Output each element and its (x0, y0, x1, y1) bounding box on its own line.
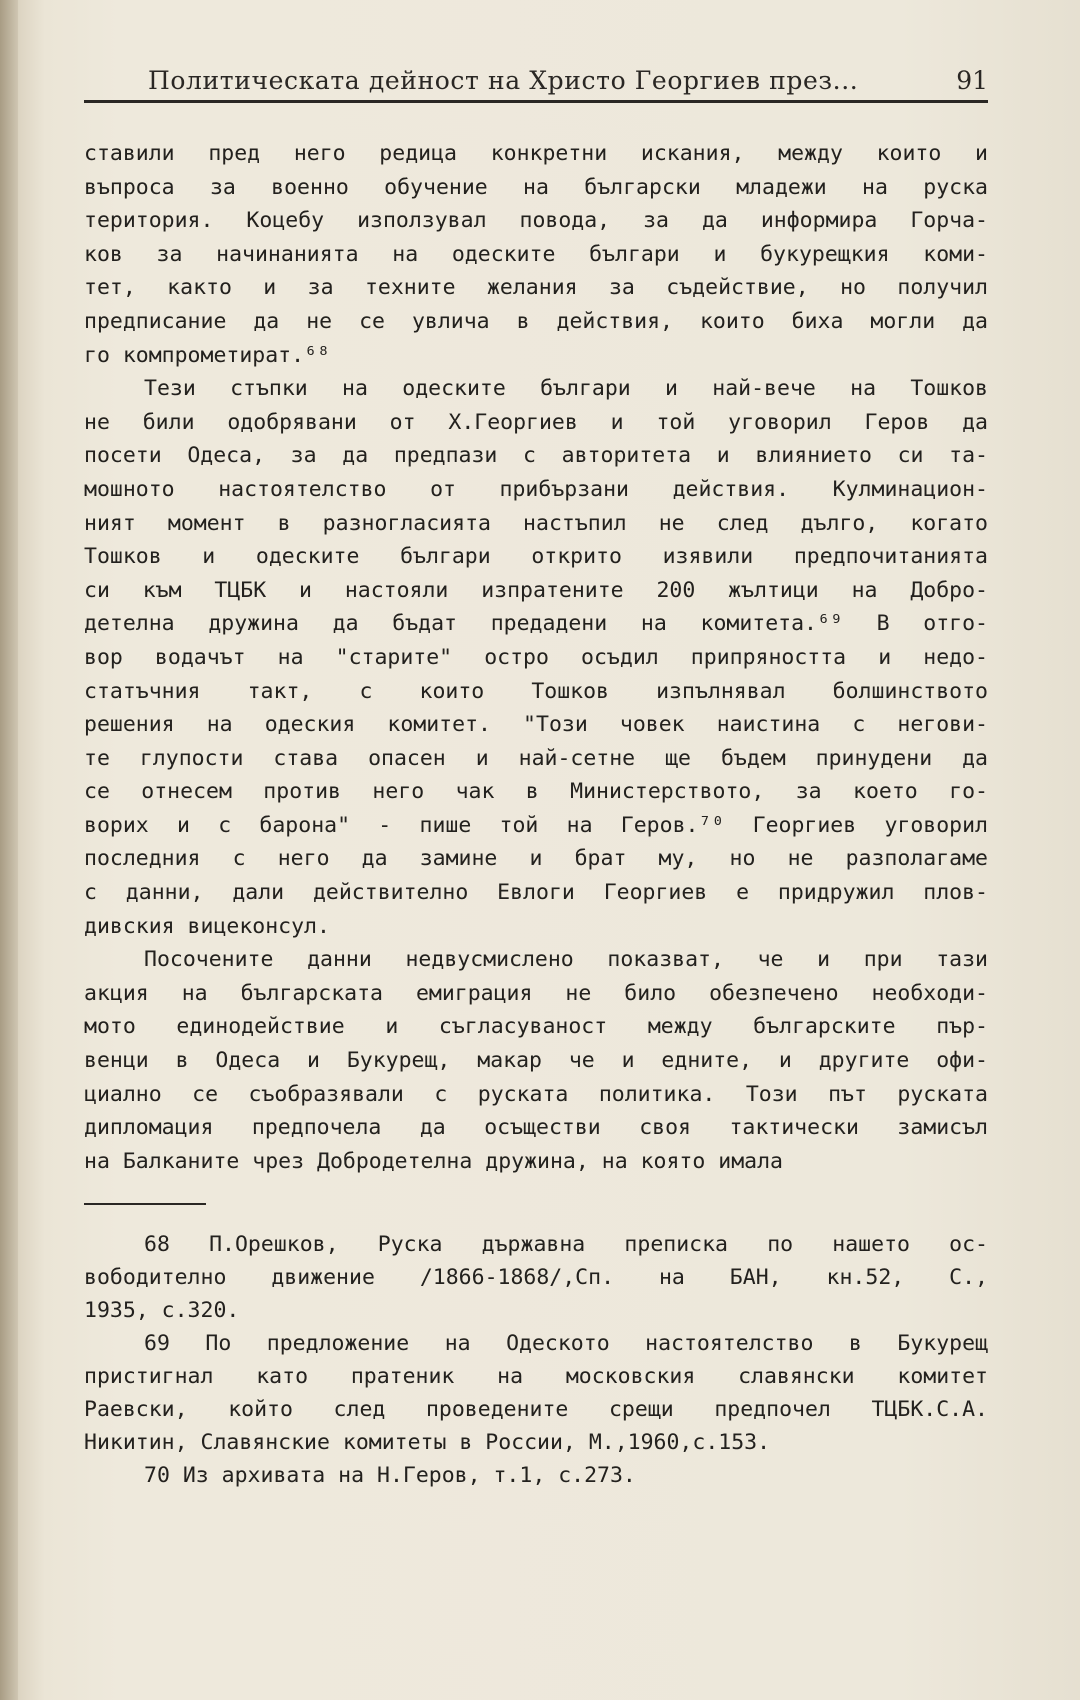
body-line: дивския вицеконсул. (84, 913, 330, 939)
body-line: ставили пред него редица конкретни искания, между които и (84, 141, 988, 166)
body-line: го компрометират.⁶⁸ (84, 342, 330, 368)
body-line: тет, както и за техните желания за съдействие, но получил (84, 275, 988, 301)
body-line: си към ТЦБК и настояли изпратените 200 жълтици на Добро- (84, 577, 988, 603)
footnote-line: Раевски, който след проведените срещи предпочел ТЦБК.С.А. (84, 1397, 988, 1422)
footnotes (84, 1228, 988, 1492)
body-text (84, 137, 988, 1178)
body-line: Тези стъпки на одеските българи и най-вече на Тошков (144, 376, 988, 402)
body-line: мото единодействие и съгласуваност между българските пър- (84, 1014, 988, 1040)
body-line: ворих и с барона" - пише той на Геров.⁷⁰ Георгиев уговорил (84, 812, 988, 838)
body-line: предписание да не се увлича в действия, които биха могли да (84, 308, 988, 334)
body-line: решения на одеския комитет. "Този човек наистина с негови- (84, 712, 988, 738)
body-line: посети Одеса, за да предпази с авторитета и влиянието си та- (84, 443, 988, 469)
body-line: детелна дружина да бъдат предадени на комитета.⁶⁹ В отго- (84, 611, 988, 637)
footnote-line: 1935, с.320. (84, 1298, 240, 1323)
body-line: последния с него да замине и брат му, но не разполагаме (84, 846, 988, 872)
body-line: акция на българската емиграция не било обезпечено необходи- (84, 980, 988, 1006)
running-title: Политическата дейност на Христо Георгиев през... (148, 66, 859, 95)
body-line: ният момент в разногласията настъпил не след дълго, когато (84, 510, 988, 536)
footnote-line: пристигнал като пратеник на московския славянски комитет (84, 1364, 988, 1389)
body-line: венци в Одеса и Букурещ, макар че и едните, и другите офи- (84, 1048, 988, 1074)
body-line: ков за начинанията на одеските българи и букурещкия коми- (84, 241, 988, 267)
footnote-line: 68 П.Орешков, Руска държавна преписка по нашето ос- (144, 1232, 988, 1257)
body-line: вор водачът на "старите" остро осъдил припряността и недо- (84, 644, 988, 670)
body-line: въпроса за военно обучение на български младежи на руска (84, 174, 988, 200)
footnote-line: вободително движение /1866-1868/,Сп. на БАН, кн.52, С., (84, 1265, 988, 1290)
footnote-separator (84, 1203, 206, 1205)
body-line: те глупости става опасен и най-сетне ще бъдем принудени да (84, 745, 988, 771)
body-line: дипломация предпочела да осъществи своя тактически замисъл (84, 1115, 988, 1141)
body-line: се отнесем против него чак в Министерството, за което го- (84, 779, 988, 805)
body-line: Тошков и одеските българи открито изявили предпочитанията (84, 544, 988, 570)
header-rule (84, 100, 988, 103)
body-line: не били одобрявани от Х.Георгиев и той уговорил Геров да (84, 409, 988, 435)
footnote-line: Никитин, Славянские комитеты в России, М.,1960,с.153. (84, 1430, 771, 1455)
page-header (84, 62, 988, 102)
page-gutter-shadow (0, 0, 18, 1700)
body-line: мошното настоятелство от прибързани действия. Кулминацион- (84, 476, 988, 502)
body-line: циално се съобразявали с руската политика. Този път руската (84, 1081, 988, 1107)
body-line: територия. Коцебу използувал повода, за да информира Горча- (84, 208, 988, 234)
page-number: 91 (956, 66, 988, 95)
body-line: Посочените данни недвусмислено показват, че и при тази (144, 947, 988, 973)
body-line: с данни, дали действително Евлоги Георгиев е придружил плов- (84, 880, 988, 906)
body-line: на Балканите чрез Добродетелна дружина, на която имала (84, 1148, 783, 1174)
footnote-line: 69 По предложение на Одеското настоятелство в Букурещ (144, 1331, 988, 1356)
body-line: статъчния такт, с които Тошков изпълнявал болшинството (84, 678, 988, 704)
footnote-line: 70 Из архивата на Н.Геров, т.1, с.273. (144, 1463, 636, 1488)
